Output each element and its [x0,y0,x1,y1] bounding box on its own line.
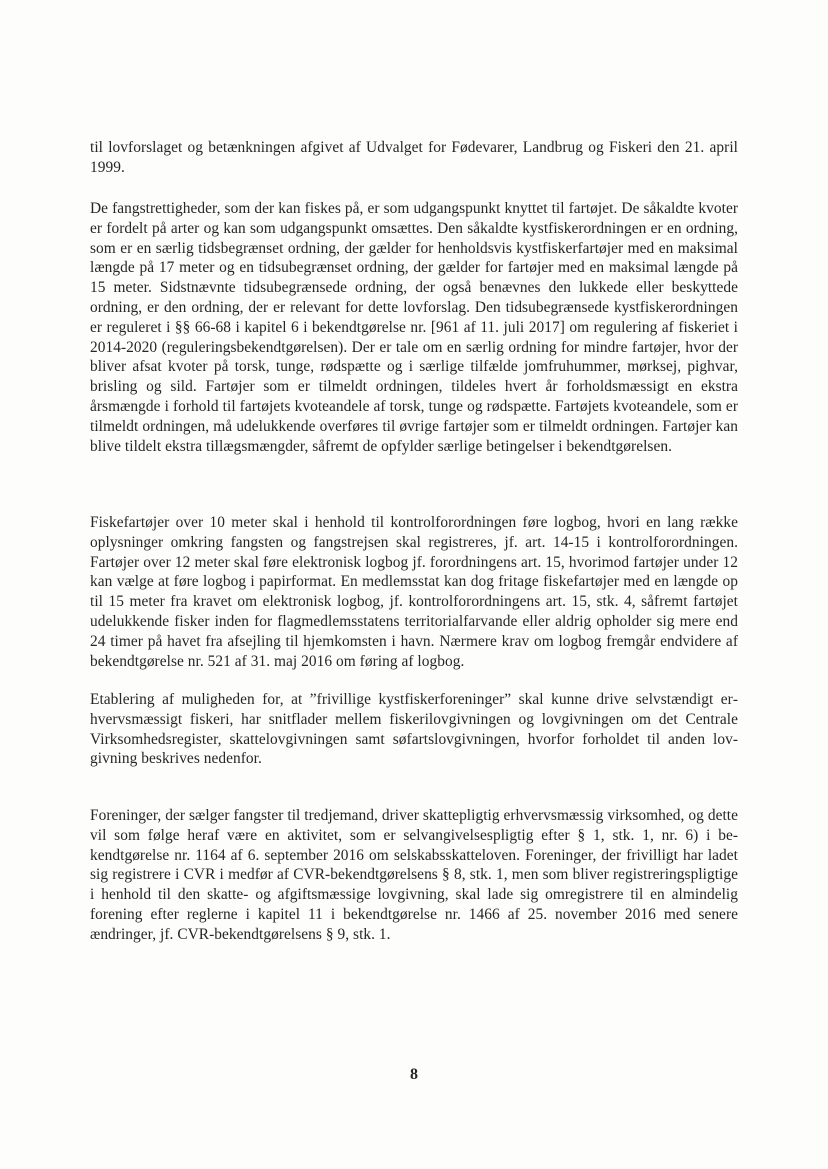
paragraph-intro-reference [90,138,738,178]
page-number: 8 [410,1066,418,1083]
paragraph-text: Foreninger, der sælger fangster til tredjemand, driver skattepligtig erhvervsmæssig virksomhed, og dette vil som følge heraf være en aktivitet, som er selvangivelsespligtig efter § 1, stk. 1, nr. 6) i bekendtgørelse nr. 1164 af 6. september 2016 om selskabsskatteloven. Foreninger, der frivilligt har ladet sig registrere i CVR i medfør af CVR-bekendtgørelsens § 8, stk. 1, men som bliver registreringspligtige i henhold til den skatte- og afgiftsmæssige lovgivning, skal lade sig omregistrere til en almindelig forening efter reglerne i kapitel 11 i bekendtgørelse nr. 1466 af 25. november 2016 med senere ændringer, jf. CVR-bekendtgørelsens § 9, stk. 1. [90,807,738,943]
paragraph-logbook [90,513,738,671]
paragraph-text: til lovforslaget og betænkningen afgivet af Udvalget for Fødevarer, Landbrug og Fiskeri den 21. april 1999. [90,139,738,176]
paragraph-text: Fiskefartøjer over 10 meter skal i henhold til kontrolforordningen føre logbog, hvori en lang række oplysninger omkring fangsten og fangstrejsen skal registreres, jf. art. 14-15 i kontrolforordningen. Fartøjer over 12 meter skal føre elektronisk logbog jf. forordningens art. 15, hvorimod fartøjer under 12 kan vælge at føre logbog i papirformat. En medlemsstat kan dog fritage fiskefartøjer med en længde op til 15 meter fra kravet om elektronisk logbog, jf. kontrolforordningens art. 15, stk. 4, såfremt fartøjet udelukkende fisker inden for flagmedlemsstatens territorialfarvande eller aldrig opholder sig mere end 24 timer på havet fra afsejling til hjemkomsten i havn. Nærmere krav om logbog fremgår endvidere af bekendtgørelse nr. 521 af 31. maj 2016 om føring af logbog. [90,514,738,670]
paragraph-fishing-rights [90,199,738,456]
paragraph-voluntary-associations [90,690,738,769]
paragraph-text: Etablering af muligheden for, at ”frivillige kystfiskerforeninger” skal kunne drive selvstændigt erhvervsmæssigt fiskeri, har snitflader mellem fiskerilovgivningen og lovgivningen om det Centrale Virksomhedsregister, skattelovgivningen samt søfartslovgivningen, hvorfor forholdet til anden lovgivning beskrives nedenfor. [90,691,738,768]
paragraph-text: De fangstrettigheder, som der kan fiskes på, er som udgangspunkt knyttet til fartøjet. De såkaldte kvoter er fordelt på arter og kan som udgangspunkt omsættes. Den såkaldte kystfiskerordningen er en ordning, som er en særlig tidsbegrænset ordning, der gælder for henholdsvis kystfiskerfartøjer med en maksimal længde på 17 meter og en tidsubegrænset ordning, der gælder for fartøjer med en maksimal længde på 15 meter. Sidstnævnte tidsubegrænsede ordning, der også benævnes den lukkede eller beskyttede ordning, er den ordning, der er relevant for dette lovforslag. Den tidsubegrænsede kystfiskerordningen er reguleret i §§ 66-68 i kapitel 6 i bekendtgørelse nr. [961 af 11. juli 2017] om regulering af fiskeriet i 2014-2020 (reguleringsbekendtgørelsen). Der er tale om en særlig ordning for mindre fartøjer, hvor der bliver afsat kvoter på torsk, tunge, rødspætte og i særlige tilfælde jomfruhummer, mørksej, pighvar, brisling og sild. Fartøjer som er tilmeldt ordningen, tildeles hvert år forholdsmæssigt en ekstra årsmængde i forhold til fartøjets kvoteandele af torsk, tunge og rødspætte. Fartøjets kvoteandele, som er tilmeldt ordningen, må udelukkende overføres til øvrige fartøjer som er tilmeldt ordningen. Fartøjer kan blive tildelt ekstra tillægsmængder, såfremt de opfylder særlige betingelser i bekendtgørelsen. [90,200,738,455]
paragraph-tax-registration [90,806,738,945]
